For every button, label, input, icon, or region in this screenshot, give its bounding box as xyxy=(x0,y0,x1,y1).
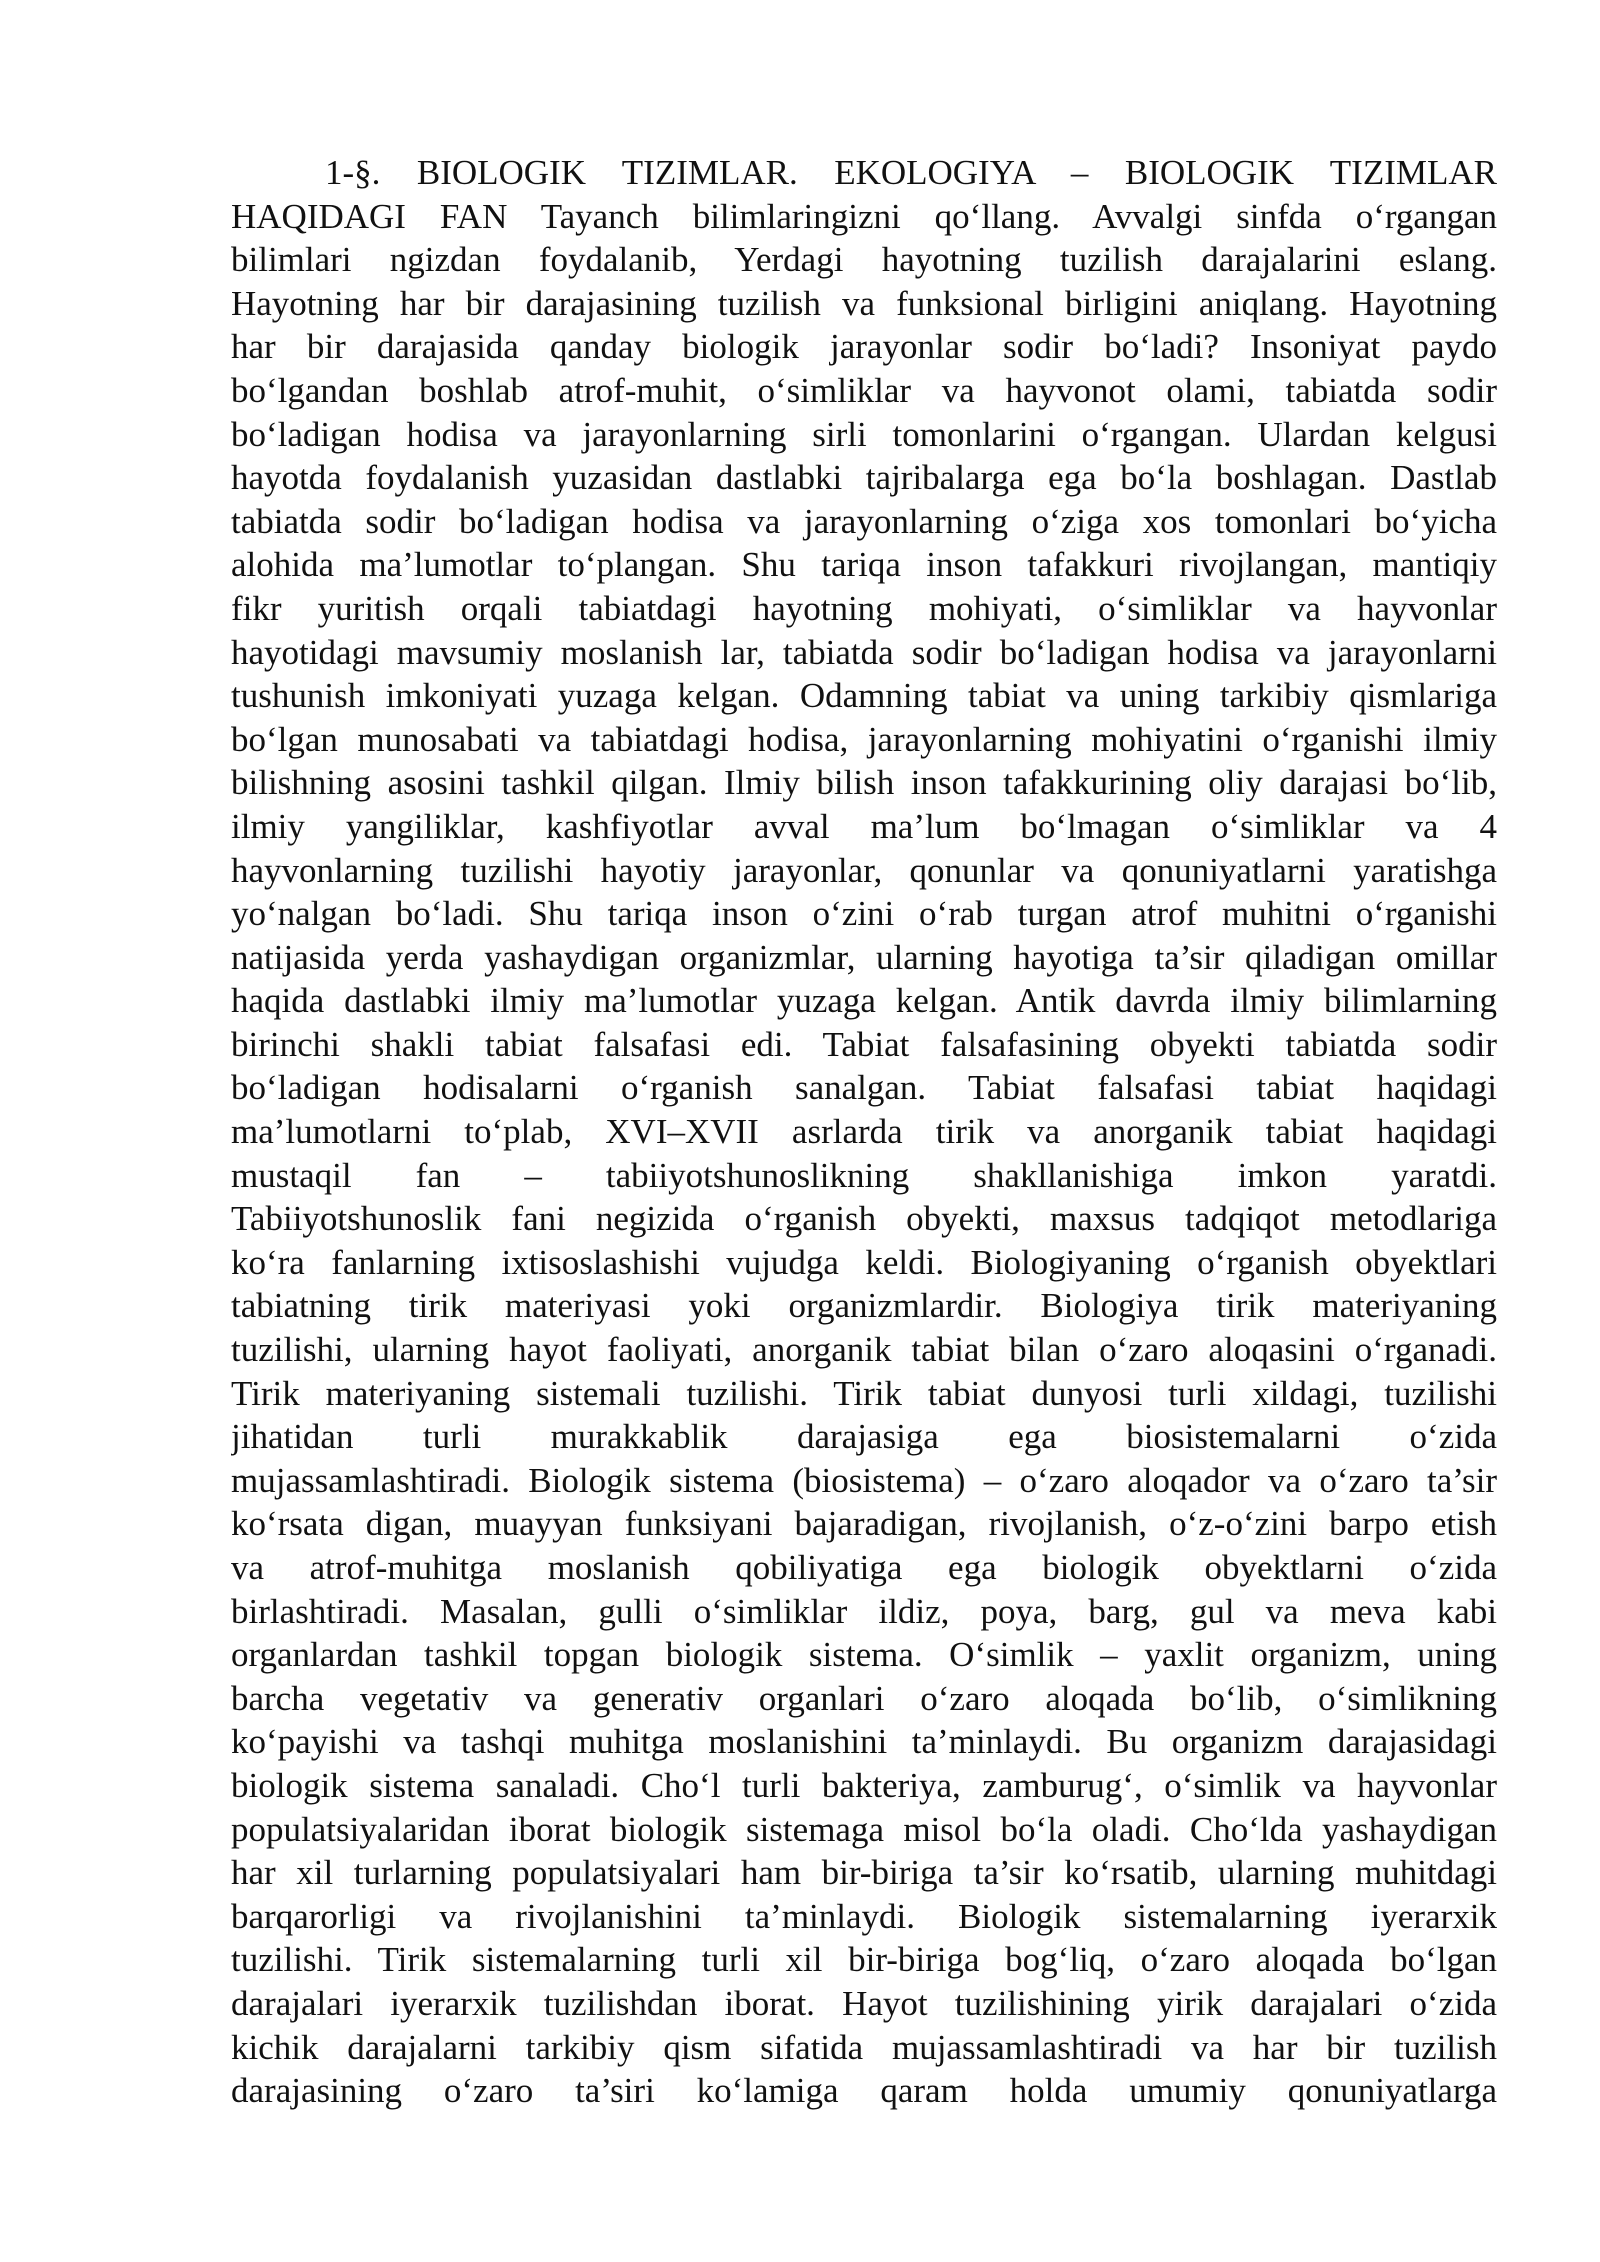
text-line: tabiatda sodir bo‘ladigan hodisa va jarayonlarning o‘ziga xos tomonlari bo‘yicha xyxy=(231,501,1497,541)
text-line: alohida ma’lumotlar to‘plangan. Shu tariqa inson tafakkuri rivojlangan, mantiqiy xyxy=(231,545,1497,585)
text-line: hayvonlarning tuzilishi hayotiy jarayonlar, qonunlar va qonuniyatlarni yaratishga xyxy=(231,850,1497,890)
text-line: har xil turlarning populatsiyalari ham bir-biriga ta’sir ko‘rsatib, ularning muhitdagi xyxy=(231,1853,1497,1893)
text-line: darajasining o‘zaro ta’siri ko‘lamiga qaram holda umumiy qonuniyatlarga xyxy=(231,2071,1497,2111)
text-line: ko‘rsata digan, muayyan funksiyani bajaradigan, rivojlanish, o‘z-o‘zini barpo etish xyxy=(231,1504,1497,1544)
text-line: bilishning asosini tashkil qilgan. Ilmiy bilish inson tafakkurining oliy darajasi bo‘lib, xyxy=(231,763,1497,803)
text-line: bilimlari ngizdan foydalanib, Yerdagi hayotning tuzilish darajalarini eslang. xyxy=(231,240,1497,280)
text-line: va atrof-muhitga moslanish qobiliyatiga ega biologik obyektlarni o‘zida xyxy=(231,1548,1497,1587)
text-line: mujassamlashtiradi. Biologik sistema (biosistema) – o‘zaro aloqador va o‘zaro ta’sir xyxy=(231,1460,1497,1500)
text-line: hayotda foydalanish yuzasidan dastlabki tajribalarga ega bo‘la boshlagan. Dastlab xyxy=(231,458,1497,498)
text-line: Tirik materiyaning sistemali tuzilishi. Tirik tabiat dunyosi turli xildagi, tuzilishi xyxy=(231,1373,1497,1413)
text-line: tabiatning tirik materiyasi yoki organizmlardir. Biologiya tirik materiyaning xyxy=(231,1286,1497,1326)
text-line: har bir darajasida qanday biologik jarayonlar sodir bo‘ladi? Insoniyat paydo xyxy=(231,327,1497,367)
text-line: jihatidan turli murakkablik darajasiga ega biosistemalarni o‘zida xyxy=(231,1417,1497,1457)
text-line: yo‘nalgan bo‘ladi. Shu tariqa inson o‘zini o‘rab turgan atrof muhitni o‘rganishi xyxy=(231,894,1497,934)
text-line: bo‘ladigan hodisalarni o‘rganish sanalgan. Tabiat falsafasi tabiat haqidagi xyxy=(231,1068,1497,1108)
text-line: darajalari iyerarxik tuzilishdan iborat. Hayot tuzilishining yirik darajalari o‘zida xyxy=(231,1983,1497,2023)
text-line: bo‘ladigan hodisa va jarayonlarning sirli tomonlarini o‘rgangan. Ulardan kelgusi xyxy=(231,414,1497,454)
text-line: kichik darajalarni tarkibiy qism sifatida mujassamlashtiradi va har bir tuzilish xyxy=(231,2027,1497,2067)
text-line: tushunish imkoniyati yuzaga kelgan. Odamning tabiat va uning tarkibiy qismlariga xyxy=(231,676,1497,716)
text-line: populatsiyalaridan iborat biologik sistemaga misol bo‘la oladi. Cho‘lda yashaydigan xyxy=(231,1809,1497,1849)
body-paragraph xyxy=(231,151,1497,2113)
text-line: Tabiiyotshunoslik fani negizida o‘rganish obyekti, maxsus tadqiqot metodlariga xyxy=(231,1199,1497,1239)
text-line: organlardan tashkil topgan biologik sistema. O‘simlik – yaxlit organizm, uning xyxy=(231,1635,1497,1675)
text-line: birlashtiradi. Masalan, gulli o‘simliklar ildiz, poya, barg, gul va meva kabi xyxy=(231,1591,1497,1631)
text-line: mustaqil fan – tabiiyotshunoslikning shakllanishiga imkon yaratdi. xyxy=(231,1155,1497,1195)
text-line: biologik sistema sanaladi. Cho‘l turli bakteriya, zamburug‘, o‘simlik va hayvonlar xyxy=(231,1765,1497,1805)
text-line: Hayotning har bir darajasining tuzilish va funksional birligini aniqlang. Hayotning xyxy=(231,283,1497,323)
text-line: bo‘lgan munosabati va tabiatdagi hodisa, jarayonlarning mohiyatini o‘rganishi ilmiy xyxy=(231,719,1497,759)
text-line: bo‘lgandan boshlab atrof-muhit, o‘simliklar va hayvonot olami, tabiatda sodir xyxy=(231,370,1497,410)
text-line: HAQIDAGI FAN Tayanch bilimlaringizni qo‘llang. Avvalgi sinfda o‘rgangan xyxy=(231,196,1497,236)
text-line: natijasida yerda yashaydigan organizmlar, ularning hayotiga ta’sir qiladigan omillar xyxy=(231,937,1497,977)
text-line: fikr yuritish orqali tabiatdagi hayotning mohiyati, o‘simliklar va hayvonlar xyxy=(231,588,1497,628)
text-line: barcha vegetativ va generativ organlari o‘zaro aloqada bo‘lib, o‘simlikning xyxy=(231,1678,1497,1718)
text-line: ko‘payishi va tashqi muhitga moslanishini ta’minlaydi. Bu organizm darajasidagi xyxy=(231,1722,1497,1762)
text-line: barqarorligi va rivojlanishini ta’minlaydi. Biologik sistemalarning iyerarxik xyxy=(231,1896,1497,1936)
text-line: tuzilishi. Tirik sistemalarning turli xil bir-biriga bog‘liq, o‘zaro aloqada bo‘lgan xyxy=(231,1940,1497,1980)
text-line: haqida dastlabki ilmiy ma’lumotlar yuzaga kelgan. Antik davrda ilmiy bilimlarning xyxy=(231,981,1497,1021)
text-line: birinchi shakli tabiat falsafasi edi. Tabiat falsafasining obyekti tabiatda sodir xyxy=(231,1024,1497,1064)
text-line: tuzilishi, ularning hayot faoliyati, anorganik tabiat bilan o‘zaro aloqasini o‘rganadi. xyxy=(231,1330,1497,1370)
text-line: hayotidagi mavsumiy moslanish lar, tabiatda sodir bo‘ladigan hodisa va jarayonlarni xyxy=(231,632,1497,672)
text-line: ilmiy yangiliklar, kashfiyotlar avval ma’lum bo‘lmagan o‘simliklar va 4 xyxy=(231,806,1497,846)
text-line: 1-§. BIOLOGIK TIZIMLAR. EKOLOGIYA – BIOLOGIK TIZIMLAR xyxy=(325,153,1497,192)
text-line: ma’lumotlarni to‘plab, XVI–XVII asrlarda tirik va anorganik tabiat haqidagi xyxy=(231,1112,1497,1152)
text-line: ko‘ra fanlarning ixtisoslashishi vujudga keldi. Biologiyaning o‘rganish obyektlari xyxy=(231,1242,1497,1282)
